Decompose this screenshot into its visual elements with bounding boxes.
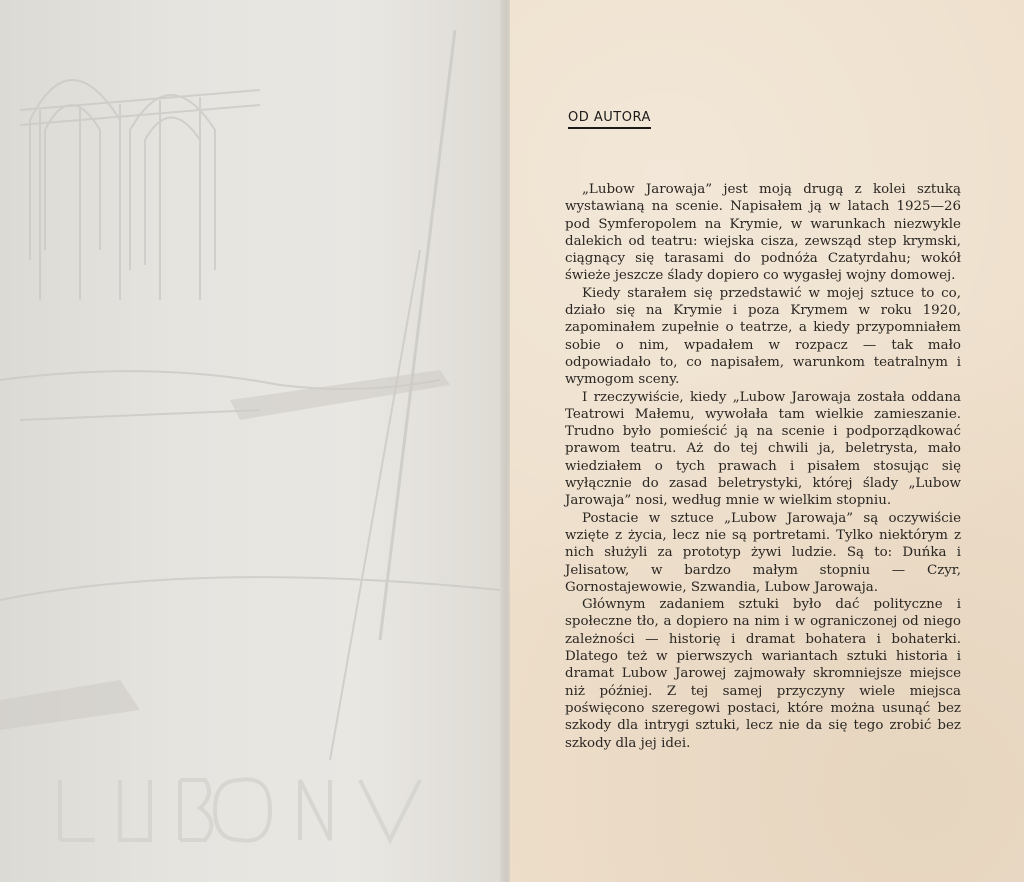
paragraph: Postacie w sztuce „Lubow Jarowaja” są oczywiście wzięte z życia, lecz nie są portretami. Tylko niektórym z nich służyli za prototyp żywi ludzie. Są to: Duńka i Jelisatow, w bardzo małym stopniu — Czyr, Gornostajewowie, Szwandia, Lubow Jarowaja. xyxy=(565,510,961,595)
paragraph: I rzeczywiście, kiedy „Lubow Jarowaja została oddana Teatrowi Małemu, wywołała tam wielkie zamieszanie. Trudno było pomieścić ją na scenie i podporządkować prawom teatru. Aż do tej chwili ja, beletrysta, mało wiedziałem o tych prawach i pisałem stosując się wyłącznie do zasad beletrystyki, której ślady „Lubow Jarowaja” nosi, według mnie w wielkim stopniu. xyxy=(565,389,961,509)
faded-illustration xyxy=(0,0,508,882)
paragraph: Głównym zadaniem sztuki było dać polityczne i społeczne tło, a dopiero na nim i w ograniczonej od niego zależności — historię i dramat bohatera i bohaterki. Dlatego też w pierwszych wariantach sztuki historia i dramat Lubow Jarowej zajmowały skromniejsze miejsce niż później. Z tej samej przyczyny wiele miejsca poświęcono szeregowi postaci, które można usunąć bez szkody dla intrygi sztuki, lecz nie da się tego zrobić bez szkody dla jej idei. xyxy=(565,597,961,751)
page-title: OD AUTORA xyxy=(568,110,651,129)
paragraph: Kiedy starałem się przedstawić w mojej sztuce to co, działo się na Krymie i poza Krymem w roku 1920, zapominałem zupełnie o teatrze, a kiedy przypomniałem sobie o nim, wpadałem w rozpacz — tak mało odpowiadało to, co napisałem, warunkom teatralnym i wymogom sceny. xyxy=(565,285,961,388)
body-text xyxy=(565,181,961,752)
paragraph: „Lubow Jarowaja” jest moją drugą z kolei sztuką wystawianą na scenie. Napisałem ją w latach 1925—26 pod Symferopolem na Krymie, w warunkach niezwykle dalekich od teatru: wiejska cisza, zewsząd step krymski, ciągnący się tarasami do podnóża Czatyrdahu; wokół świeże jeszcze ślady dopiero co wygasłej wojny domowej. xyxy=(565,182,961,284)
left-page-illustration xyxy=(0,0,508,882)
